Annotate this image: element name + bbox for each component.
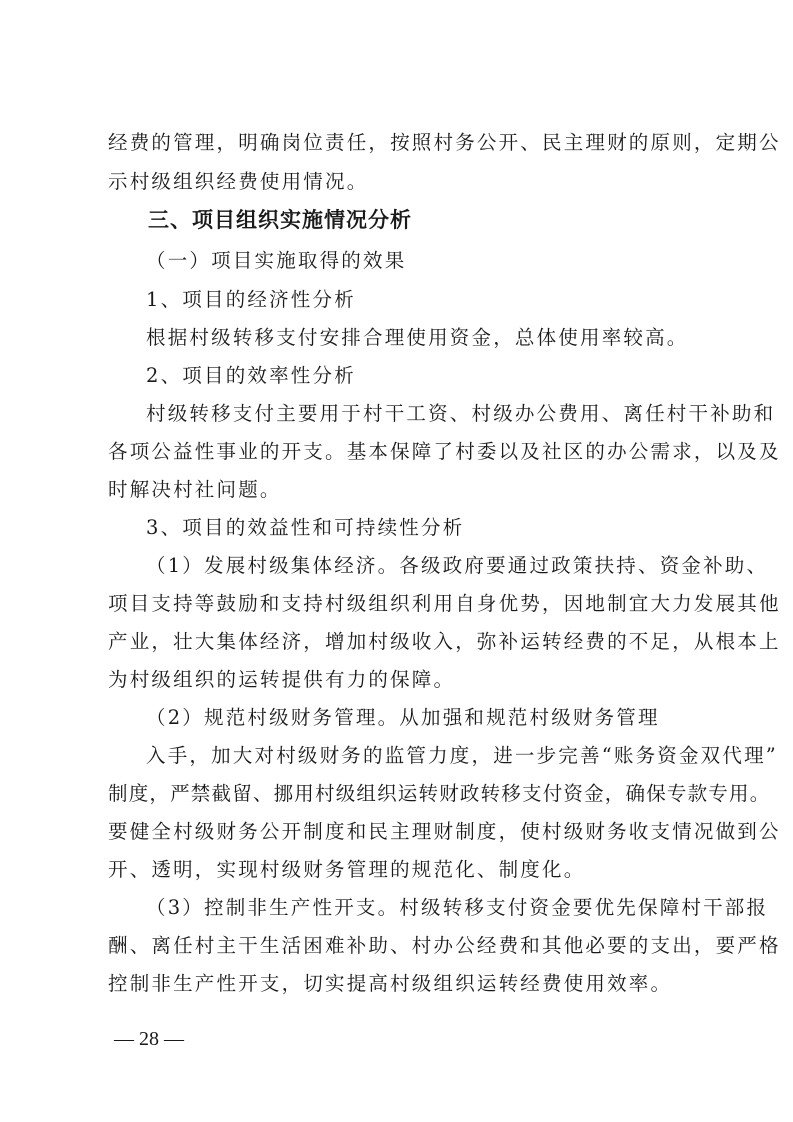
paragraph-line: 要健全村级财务公开制度和民主理财制度，使村级财务收支情况做到公 — [108, 820, 781, 843]
paragraph-line: 时解决村社问题。 — [108, 478, 282, 501]
paragraph-line: （1）发展村级集体经济。各级政府要通过政策扶持、资金补助、 — [146, 554, 769, 577]
item-heading: 1、项目的经济性分析 — [146, 288, 356, 311]
paragraph-line: 根据村级转移支付安排合理使用资金，总体使用率较高。 — [146, 326, 689, 349]
paragraph-line: （2）规范村级财务管理。从加强和规范村级财务管理 — [146, 706, 660, 729]
paragraph-line: 入手，加大对村级财务的监管力度，进一步完善“账务资金双代理” — [146, 744, 778, 767]
paragraph-line: 村级转移支付主要用于村干工资、村级办公费用、离任村干补助和 — [146, 402, 776, 425]
item-heading: 2、项目的效率性分析 — [146, 364, 356, 387]
paragraph-line: 经费的管理，明确岗位责任，按照村务公开、民主理财的原则，定期公 — [108, 131, 781, 154]
paragraph-line: 酬、离任村主干生活困难补助、村办公经费和其他必要的支出，要严格 — [108, 934, 781, 957]
item-heading: 3、项目的效益性和可持续性分析 — [146, 516, 465, 539]
section-heading: 三、项目组织实施情况分析 — [148, 208, 412, 232]
paragraph-line: 各项公益性事业的开支。基本保障了村委以及社区的办公需求，以及及 — [108, 440, 781, 463]
paragraph-line: 项目支持等鼓励和支持村级组织利用自身优势，因地制宜大力发展其他 — [108, 592, 781, 615]
page-number: — 28 — — [114, 1028, 184, 1050]
paragraph-line: 控制非生产性开支，切实提高村级组织运转经费使用效率。 — [108, 972, 673, 995]
paragraph-line: 为村级组织的运转提供有力的保障。 — [108, 668, 456, 691]
paragraph-line: 产业，壮大集体经济，增加村级收入，弥补运转经费的不足，从根本上 — [108, 630, 781, 653]
subsection-heading: （一）项目实施取得的效果 — [146, 249, 407, 272]
paragraph-line: 开、透明，实现村级财务管理的规范化、制度化。 — [108, 858, 586, 881]
paragraph-line: （3）控制非生产性开支。村级转移支付资金要优先保障村干部报 — [146, 896, 769, 919]
paragraph-line: 示村级组织经费使用情况。 — [108, 170, 369, 193]
paragraph-line: 制度，严禁截留、挪用村级组织运转财政转移支付资金，确保专款专用。 — [108, 782, 771, 805]
